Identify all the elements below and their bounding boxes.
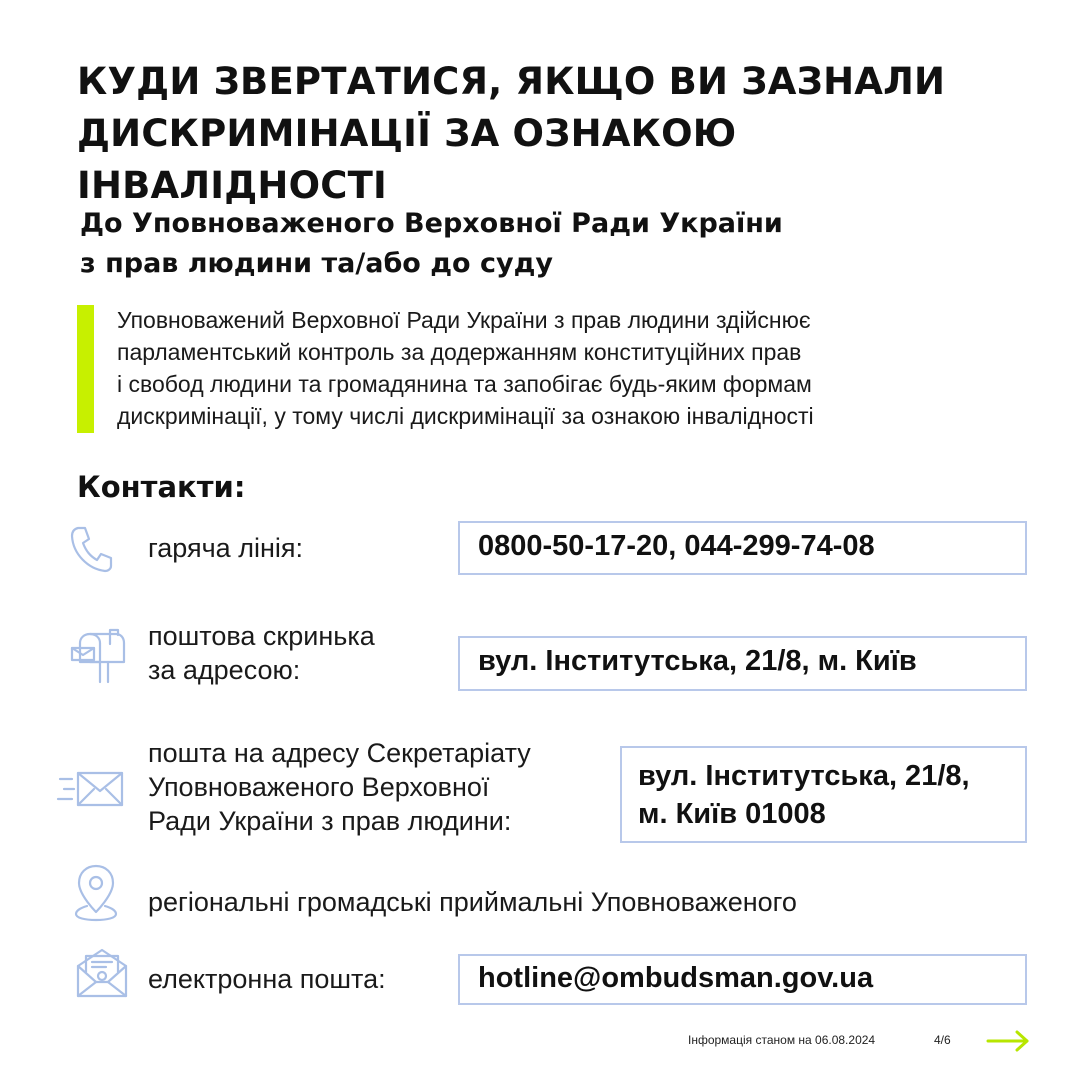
email-icon — [74, 946, 130, 1000]
page-title-line: КУДИ ЗВЕРТАТИСЯ, ЯКЩО ВИ ЗАЗНАЛИ — [77, 60, 946, 103]
regional-offices-label-line: регіональні громадські приймальні Уповноваженого — [148, 887, 797, 917]
postbox-address[interactable]: вул. Інститутська, 21/8, м. Київ — [478, 645, 917, 677]
description-text — [117, 304, 1047, 432]
description-line: Уповноважений Верховної Ради України з прав людини здійснює — [117, 307, 811, 333]
page-title — [77, 56, 1037, 212]
description-line: і свобод людини та громадянина та запобігає будь-яким формам — [117, 371, 812, 397]
postbox-label — [148, 619, 375, 687]
postbox-value-box[interactable] — [458, 636, 1027, 691]
email-label — [148, 962, 386, 996]
secretariat-address-line[interactable]: вул. Інститутська, 21/8, — [638, 760, 970, 792]
envelope-icon — [56, 769, 126, 811]
description-line: дискримінації, у тому числі дискримінації за ознакою інвалідності — [117, 403, 814, 429]
hotline-value-box[interactable] — [458, 521, 1027, 575]
hotline-label-line: гаряча лінія: — [148, 533, 303, 563]
postbox-label-line: поштова скринька — [148, 621, 375, 651]
hotline-label — [148, 531, 303, 565]
regional-offices-label — [148, 885, 797, 919]
secretariat-label-line: Ради України з прав людини: — [148, 806, 512, 836]
secretariat-label-line: Уповноваженого Верховної — [148, 772, 490, 802]
contacts-heading: Контакти: — [77, 470, 246, 504]
secretariat-label — [148, 736, 531, 838]
phone-icon — [68, 524, 114, 574]
secretariat-value-box[interactable] — [620, 746, 1027, 843]
accent-bar — [77, 305, 94, 433]
email-value-box[interactable] — [458, 954, 1027, 1005]
secretariat-label-line: пошта на адресу Секретаріату — [148, 738, 531, 768]
location-pin-icon — [72, 862, 120, 922]
section-subtitle-line: з прав людини та/або до суду — [80, 248, 554, 279]
secretariat-address-line[interactable]: м. Київ 01008 — [638, 798, 826, 830]
hotline-number[interactable]: 0800-50-17-20, 044-299-74-08 — [478, 530, 875, 562]
page-title-line: ДИСКРИМІНАЦІЇ ЗА ОЗНАКОЮ ІНВАЛІДНОСТІ — [77, 112, 737, 207]
section-subtitle — [80, 204, 980, 284]
footer-info: Інформація станом на 06.08.2024 — [688, 1033, 876, 1047]
postbox-label-line: за адресою: — [148, 655, 301, 685]
email-address-link[interactable]: hotline@ombudsman.gov.ua — [478, 962, 874, 994]
email-label-line: електронна пошта: — [148, 964, 386, 994]
description-line: парламентський контроль за додержанням конституційних прав — [117, 339, 802, 365]
section-subtitle-line: До Уповноваженого Верховної Ради України — [80, 208, 783, 239]
page-indicator: 4/6 — [934, 1033, 951, 1047]
arrow-right-icon[interactable] — [985, 1029, 1031, 1053]
mailbox-icon — [70, 626, 128, 686]
